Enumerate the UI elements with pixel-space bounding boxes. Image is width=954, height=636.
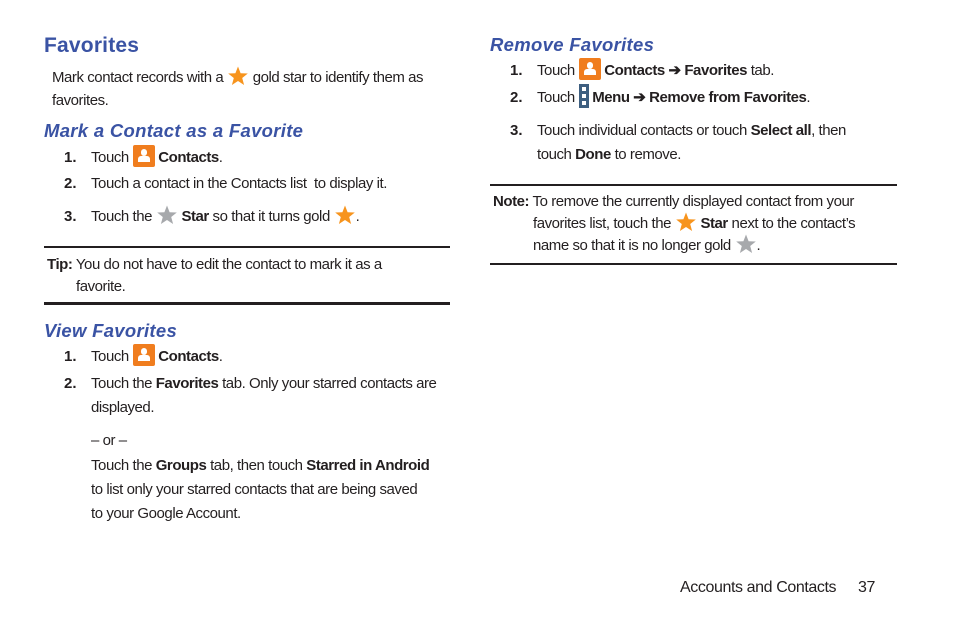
contacts-icon [133,344,155,366]
gray-star-icon [735,233,757,255]
step-number: 1. [64,348,77,365]
step-mark-1: Touch Contacts. [91,146,223,170]
divider [490,184,897,186]
section-heading-view-favorites: View Favorites [44,320,178,341]
tip-text: Tip: You do not have to edit the contact to mark it as a [47,256,382,273]
page-number: 37 [858,579,875,596]
divider [490,263,897,265]
step-number: 3. [510,122,523,139]
contacts-icon [133,145,155,167]
step-view-2: Touch the Favorites tab. Only your starred contacts are [91,375,437,392]
step-number: 3. [64,208,77,225]
step-mark-2: Touch a contact in the Contacts list to display it. [91,175,387,192]
menu-icon [579,84,589,108]
intro-text-line2: favorites. [52,92,109,109]
footer-section-title: Accounts and Contacts [680,579,837,596]
step-remove-3: Touch individual contacts or touch Select all, then [537,122,846,139]
step-number: 1. [64,149,77,166]
note-text-line3: name so that it is no longer gold . [533,234,760,258]
step-remove-2: Touch Menu ➔ Remove from Favorites. [537,86,810,110]
step-number: 2. [64,375,77,392]
step-remove-1: Touch Contacts ➔ Favorites tab. [537,59,774,83]
alt-instruction: Touch the Groups tab, then touch Starred in Android [91,457,430,474]
divider [44,302,450,305]
step-view-2-line2: displayed. [91,399,155,416]
alt-instruction-line3: to your Google Account. [91,505,241,522]
step-number: 2. [64,175,77,192]
note-text: Note: To remove the currently displayed contact from your [493,193,854,210]
note-text-line2: favorites list, touch the Star next to the contact’s [533,212,855,236]
step-number: 2. [510,89,523,106]
or-separator: – or – [91,432,127,449]
section-heading-remove-favorites: Remove Favorites [490,34,655,55]
contacts-icon [579,58,601,80]
intro-text: Mark contact records with a gold star to identify them as [52,66,423,90]
gray-star-icon [156,204,178,226]
step-remove-3-line2: touch Done to remove. [537,146,681,163]
alt-instruction-line2: to list only your starred contacts that are being saved [91,481,418,498]
gold-star-icon [675,211,697,233]
section-heading-mark-favorite: Mark a Contact as a Favorite [44,120,304,141]
step-mark-3: Touch the Star so that it turns gold . [91,205,359,229]
step-view-1: Touch Contacts. [91,345,223,369]
step-number: 1. [510,62,523,79]
tip-text-line2: favorite. [76,278,126,295]
divider [44,246,450,248]
page-title: Favorites [44,34,140,57]
gold-star-icon [334,204,356,226]
gold-star-icon [227,65,249,87]
